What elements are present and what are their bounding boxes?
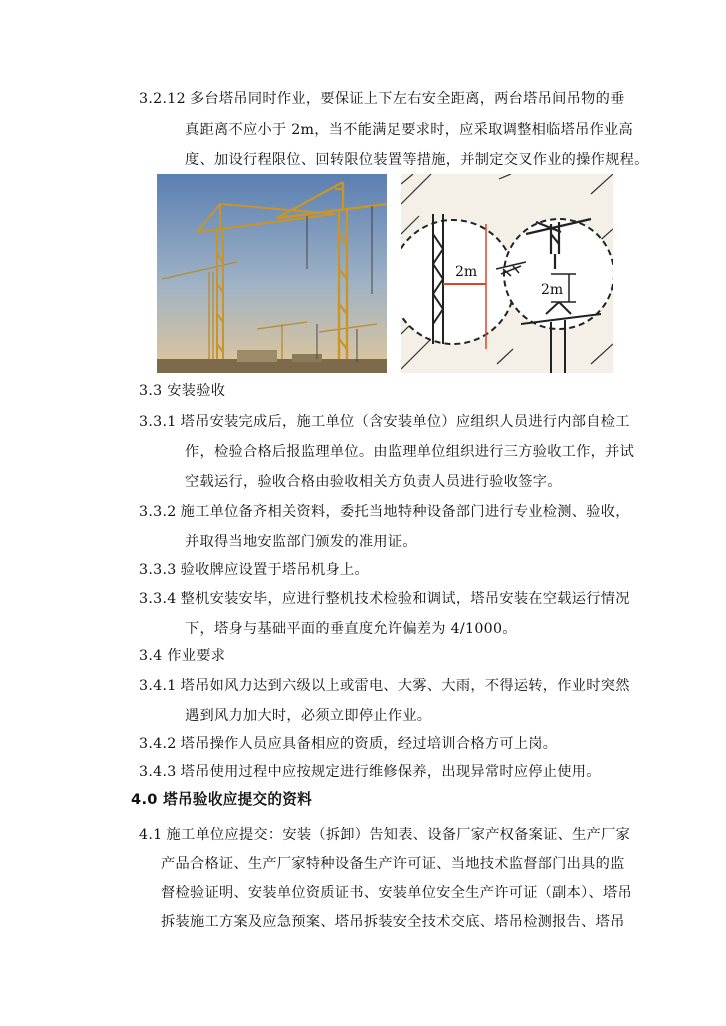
clause-number: 3.4.2 <box>139 736 177 752</box>
clause-number: 3.3.3 <box>139 562 177 578</box>
clause-number: 3.3.1 <box>139 414 177 430</box>
para-3-2-12-line-3: 度、加设行程限位、回转限位装置等措施，并制定交叉作业的操作规程。 <box>185 152 649 168</box>
para-3-3-4-line-2: 下，塔身与基础平面的垂直度允许偏差为 4/1000。 <box>185 621 517 637</box>
para-4-1-line-2: 产品合格证、生产厂家特种设备生产许可证、当地技术监督部门出具的监 <box>161 856 625 872</box>
para-3-2-12-line-2: 真距离不应小于 2m，当不能满足要求时，应采取调整相临塔吊作业高 <box>185 122 634 138</box>
para-3-3-1-line-3: 空载运行，验收合格由验收相关方负责人员进行验收签字。 <box>185 474 562 490</box>
para-3-3-2-line-2: 并取得当地安监部门颁发的准用证。 <box>185 534 417 550</box>
clause-number: 3.4.1 <box>139 678 177 694</box>
para-3-3-1-line-1: 3.3.1 塔吊安装完成后，施工单位（含安装单位）应组织人员进行内部自检工 <box>139 414 630 430</box>
crane-clearance-diagram-art <box>401 174 613 373</box>
clause-number: 3.3.2 <box>139 504 177 520</box>
heading-3-4: 3.4 作业要求 <box>139 648 226 664</box>
clause-number: 3.3.4 <box>139 591 177 607</box>
para-4-1-line-4: 拆装施工方案及应急预案、塔吊拆装安全技术交底、塔吊检测报告、塔吊 <box>161 914 625 930</box>
clause-number: 3.4.3 <box>139 764 177 780</box>
para-3-4-3: 3.4.3 塔吊使用过程中应按规定进行维修保养，出现异常时应停止使用。 <box>139 764 601 780</box>
clearance-label-left: 2m <box>455 264 478 280</box>
clearance-label-right: 2m <box>541 282 564 298</box>
para-4-1-line-1: 4.1 施工单位应提交：安装（拆卸）告知表、设备厂家产权备案证、生产厂家 <box>139 827 631 843</box>
para-3-4-1-line-2: 遇到风力加大时，必须立即停止作业。 <box>185 708 432 724</box>
para-3-4-2: 3.4.2 塔吊操作人员应具备相应的资质，经过培训合格方可上岗。 <box>139 736 558 752</box>
para-3-3-4-line-1: 3.3.4 整机安装安毕，应进行整机技术检验和调试，塔吊安装在空载运行情况 <box>139 591 630 607</box>
crane-clearance-diagram <box>401 174 613 373</box>
para-3-3-2-line-1: 3.3.2 施工单位备齐相关资料，委托当地特种设备部门进行专业检测、验收， <box>139 504 630 520</box>
tower-crane-photo <box>157 174 387 373</box>
tower-crane-photo-art <box>157 174 387 373</box>
clause-number: 4.1 <box>139 827 163 843</box>
para-3-4-1-line-1: 3.4.1 塔吊如风力达到六级以上或雷电、大雾、大雨，不得运转，作业时突然 <box>139 678 630 694</box>
para-4-1-line-3: 督检验证明、安装单位资质证书、安装单位安全生产许可证（副本）、塔吊 <box>161 885 632 901</box>
para-3-3-1-line-2: 作，检验合格后报监理单位。由监理单位组织进行三方验收工作，并试 <box>185 444 635 460</box>
heading-3-3: 3.3 安装验收 <box>139 383 226 399</box>
para-3-2-12-line-1: 3.2.12 多台塔吊同时作业，要保证上下左右安全距离，两台塔吊间吊物的垂 <box>139 91 625 107</box>
clause-number: 3.2.12 <box>139 91 186 107</box>
para-3-3-3: 3.3.3 验收牌应设置于塔吊机身上。 <box>139 562 369 578</box>
heading-4-0: 4.0 塔吊验收应提交的资料 <box>131 791 313 808</box>
